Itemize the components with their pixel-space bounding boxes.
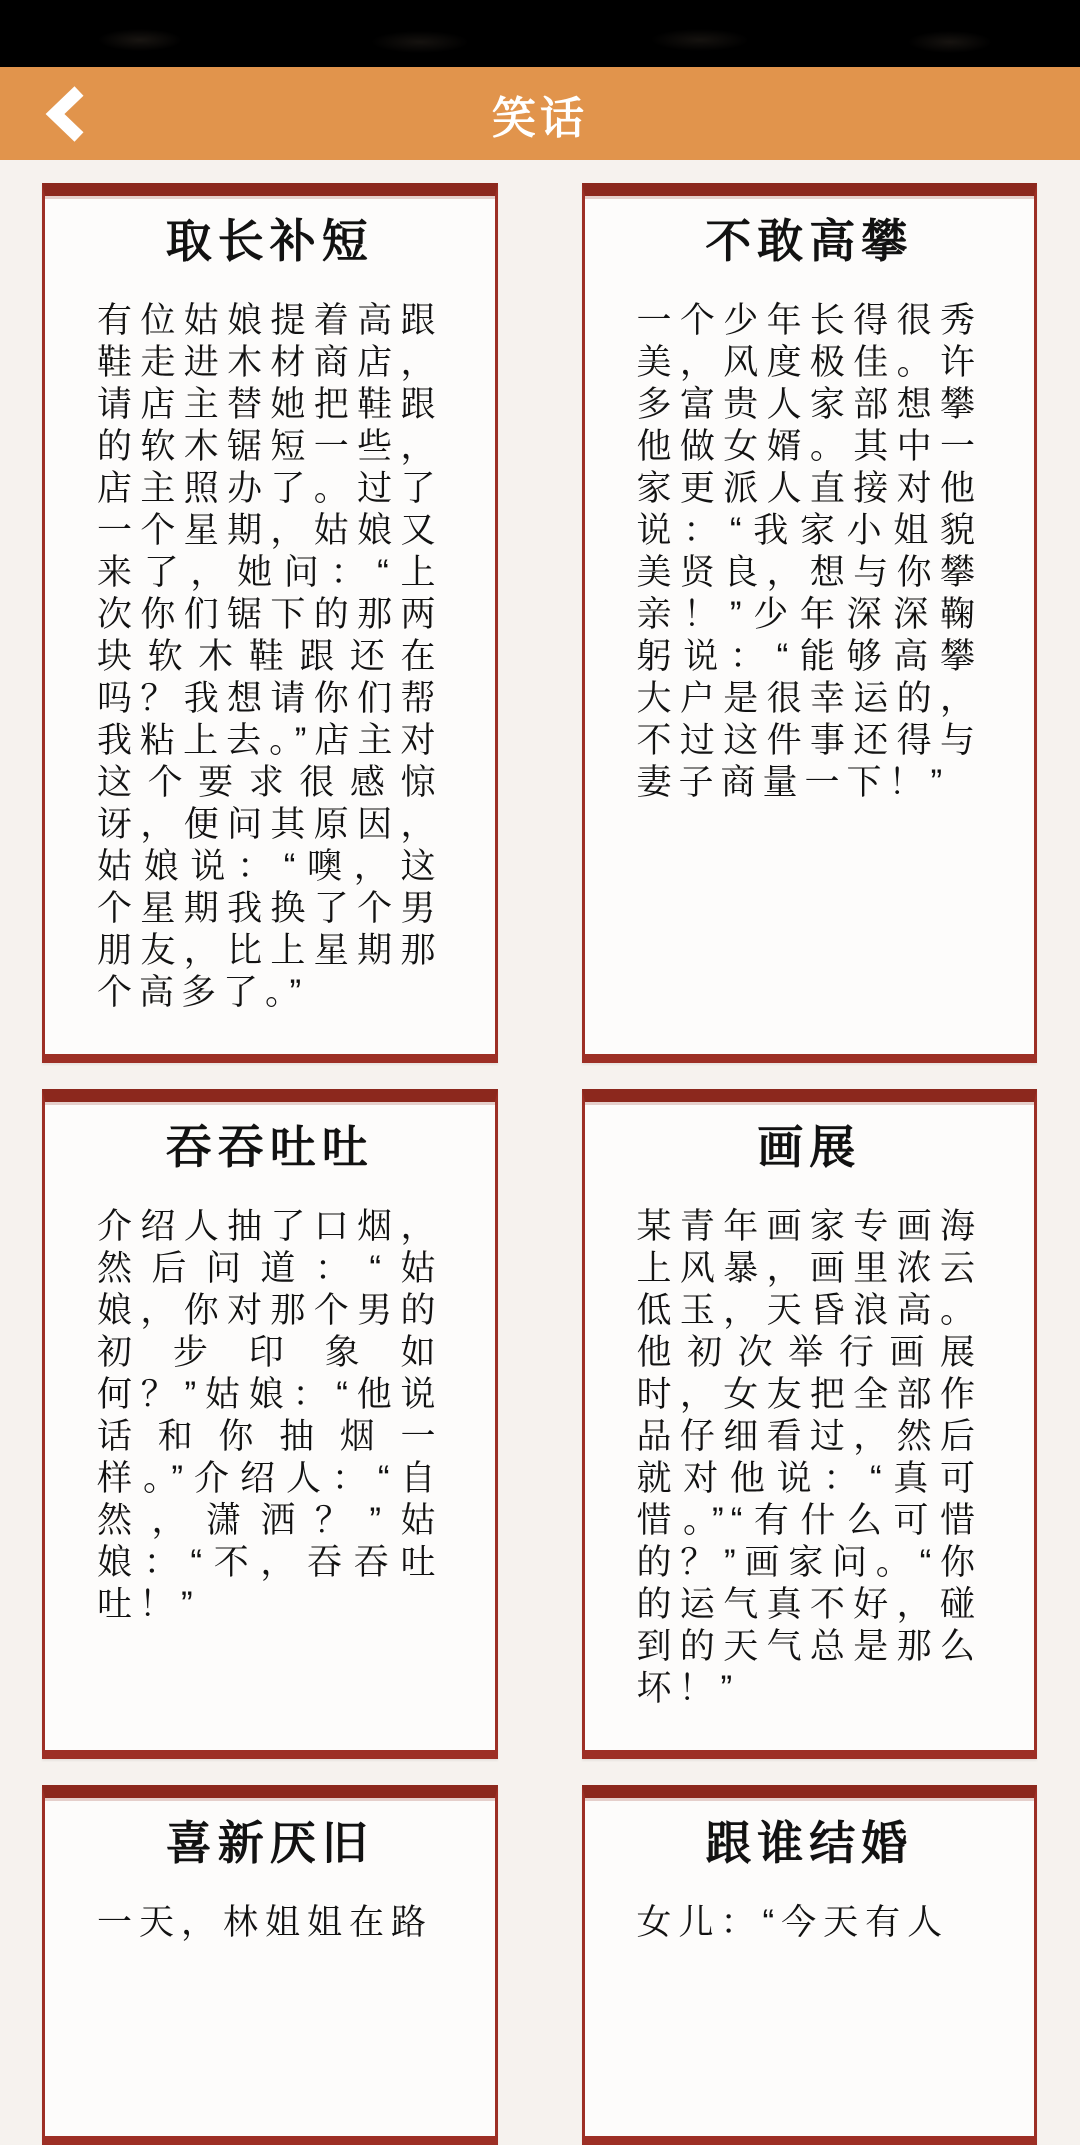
joke-body: 某青年画家专画海上风暴，画里浓云低玉，天昏浪高。他初次举行画展时，女友把全部作品仔细看过，然后就对他说：“真可惜。”“有什么可惜的？”画家问。“你的运气真不好，碰到的天气总是那么坏！”: [636, 1207, 982, 1708]
joke-body: 一个少年长得很秀美，风度极佳。许多富贵人家部想攀他做女婿。其中一家更派人直接对他说：“我家小姐貌美贤良，想与你攀亲！”少年深深鞠躬说：“能够高攀大户是很幸运的，不过这件事还得与妻子商量一下！”: [636, 301, 982, 802]
joke-card-1[interactable]: [42, 183, 498, 1063]
joke-card-4[interactable]: [582, 1089, 1038, 1759]
joke-grid: [0, 160, 1080, 2145]
status-bar: [0, 0, 1080, 67]
back-button[interactable]: [26, 67, 106, 160]
joke-body: 介绍人抽了口烟，然后问道：“姑娘，你对那个男的初步印象如何？”姑娘：“他说话和你抽烟一样。”介绍人：“自然，潇洒？”姑娘：“不，吞吞吐吐！”: [97, 1207, 443, 1624]
joke-card-6[interactable]: [582, 1785, 1038, 2145]
joke-title: 不敢高攀: [705, 215, 914, 267]
joke-title: 喜新厌旧: [165, 1817, 374, 1869]
joke-title: 画展: [757, 1121, 862, 1173]
joke-title: 跟谁结婚: [705, 1817, 914, 1869]
joke-body: 一天，林姐姐在路: [97, 1903, 434, 1942]
joke-body: 有位姑娘提着高跟鞋走进木材商店，请店主替她把鞋跟的软木锯短一些，店主照办了。过了一个星期，姑娘又来了，她问：“上次你们锯下的那两块软木鞋跟还在吗？我想请你们帮我粘上去。”店主对这个要求很感惊讶，便问其原因，姑娘说：“噢，这个星期我换了个男朋友，比上星期那个高多了。”: [97, 301, 443, 1012]
joke-title: 吞吞吐吐: [165, 1121, 374, 1173]
joke-title: 取长补短: [165, 215, 374, 267]
joke-card-5[interactable]: [42, 1785, 498, 2145]
joke-card-3[interactable]: [42, 1089, 498, 1759]
app-header: [0, 67, 1080, 160]
page-title: 笑话: [492, 93, 588, 143]
joke-card-2[interactable]: [582, 183, 1038, 1063]
joke-body: 女儿：“今天有人: [636, 1903, 950, 1942]
chevron-left-icon: [43, 84, 89, 144]
